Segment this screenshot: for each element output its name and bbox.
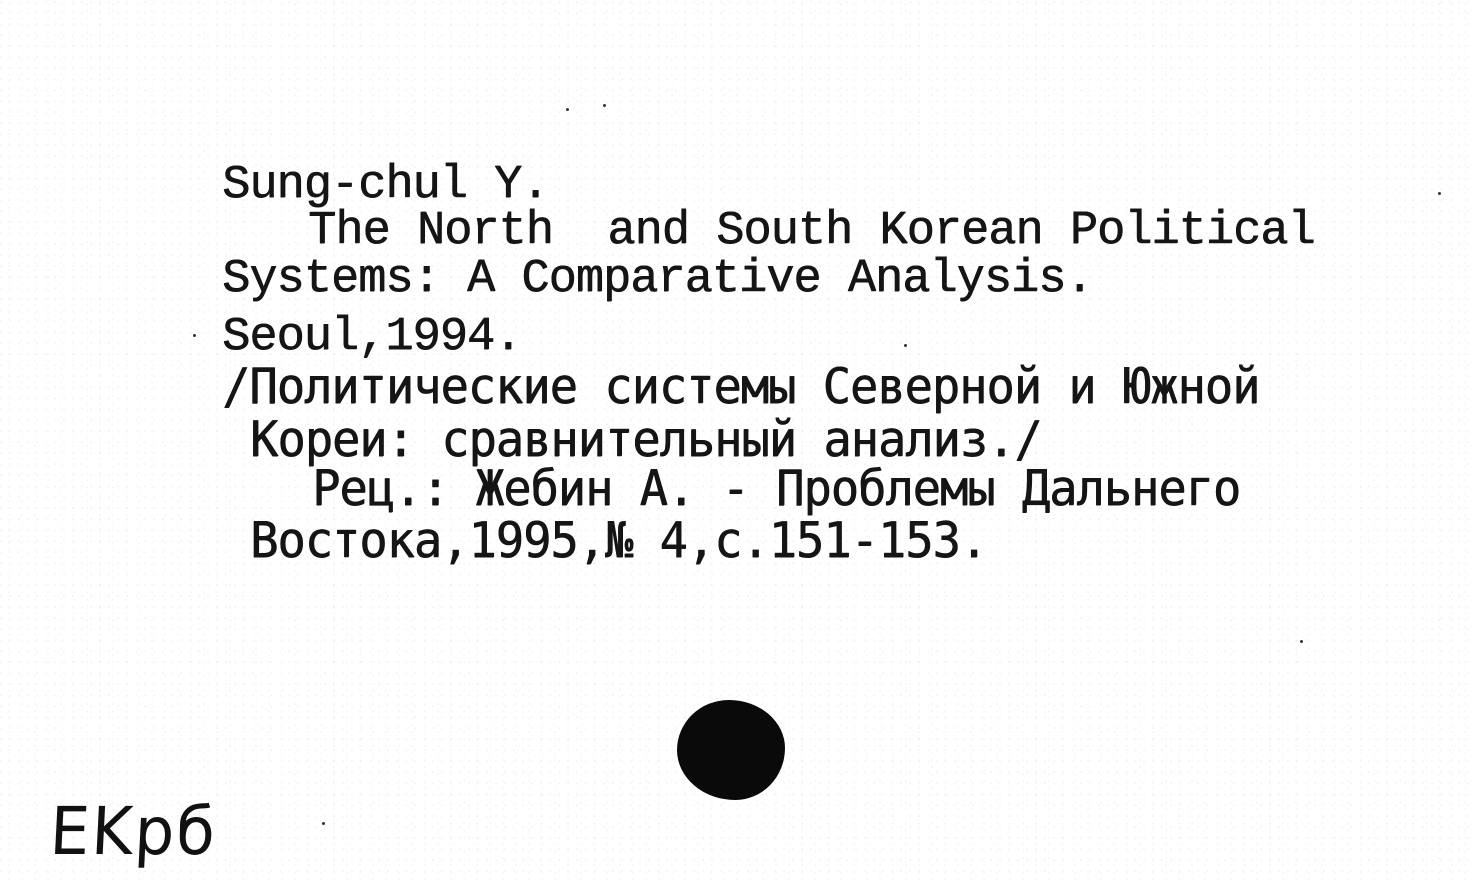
shelfmark-handwritten: EKpб [48,793,219,870]
punch-hole [677,700,785,800]
author-line: Sung-chul Y. [222,159,549,212]
title-line-2: Systems: A Comparative Analysis. [222,253,1093,306]
title-line-1: The North and South Korean Political [308,205,1315,258]
review-line-2: Востока,1995,№ 4,с.151-153. [250,511,988,570]
translated-title-line-2: Кореи: сравнительный анализ./ [250,410,1042,469]
review-line-1: Рец.: Жебин А. - Проблемы Дальнего [312,459,1241,518]
imprint-line: Seoul,1994. [222,311,522,364]
translated-title-line-1: /Политические системы Северной и Южной [222,357,1260,416]
